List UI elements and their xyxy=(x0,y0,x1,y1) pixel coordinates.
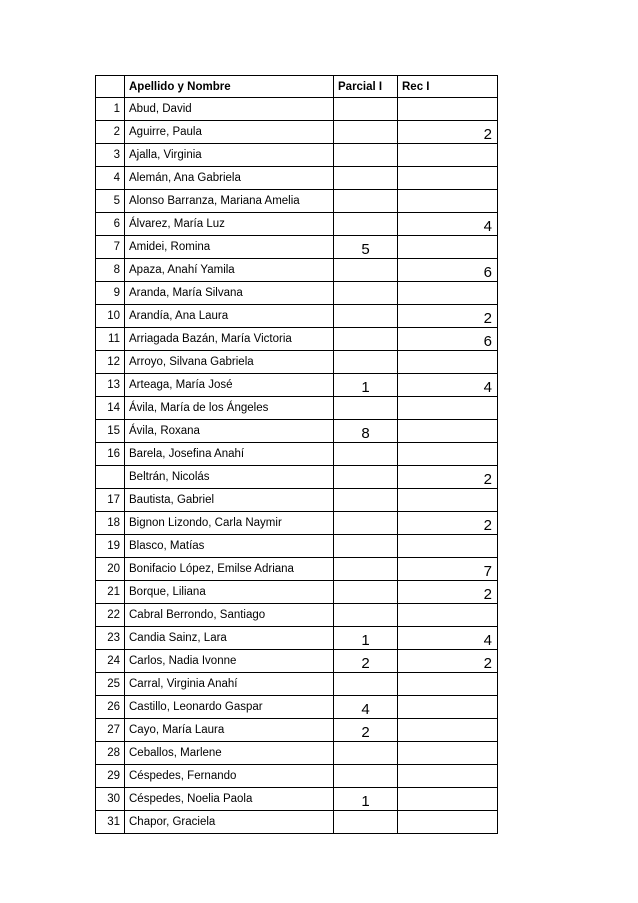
header-parcial: Parcial I xyxy=(334,76,398,98)
table-row xyxy=(96,420,498,443)
rec-grade: 4 xyxy=(398,213,498,236)
student-name: Aguirre, Paula xyxy=(125,121,334,144)
rec-grade: 6 xyxy=(398,259,498,282)
student-name: Álvarez, María Luz xyxy=(125,213,334,236)
parcial-grade xyxy=(334,604,398,627)
parcial-grade xyxy=(334,190,398,213)
parcial-grade xyxy=(334,259,398,282)
parcial-grade: 4 xyxy=(334,696,398,719)
rec-grade xyxy=(398,397,498,420)
table-row xyxy=(96,397,498,420)
rec-grade xyxy=(398,98,498,121)
rec-grade xyxy=(398,765,498,788)
parcial-grade: 1 xyxy=(334,374,398,397)
row-number: 27 xyxy=(96,719,125,742)
parcial-grade xyxy=(334,213,398,236)
row-number: 3 xyxy=(96,144,125,167)
parcial-grade: 1 xyxy=(334,788,398,811)
parcial-grade xyxy=(334,535,398,558)
parcial-grade: 2 xyxy=(334,650,398,673)
student-name: Arriagada Bazán, María Victoria xyxy=(125,328,334,351)
rec-grade: 2 xyxy=(398,650,498,673)
table-row xyxy=(96,604,498,627)
table-row xyxy=(96,650,498,673)
table-row xyxy=(96,581,498,604)
rec-grade xyxy=(398,673,498,696)
table-row xyxy=(96,673,498,696)
row-number: 10 xyxy=(96,305,125,328)
table-row xyxy=(96,374,498,397)
student-name: Cabral Berrondo, Santiago xyxy=(125,604,334,627)
student-name: Bautista, Gabriel xyxy=(125,489,334,512)
rec-grade xyxy=(398,144,498,167)
table-row xyxy=(96,719,498,742)
table-row xyxy=(96,167,498,190)
header-number xyxy=(96,76,125,98)
student-name: Alemán, Ana Gabriela xyxy=(125,167,334,190)
rec-grade: 4 xyxy=(398,374,498,397)
student-name: Ávila, Roxana xyxy=(125,420,334,443)
rec-grade: 4 xyxy=(398,627,498,650)
parcial-grade: 8 xyxy=(334,420,398,443)
rec-grade xyxy=(398,236,498,259)
row-number: 12 xyxy=(96,351,125,374)
student-name: Cayo, María Laura xyxy=(125,719,334,742)
student-name: Barela, Josefina Anahí xyxy=(125,443,334,466)
table-row xyxy=(96,121,498,144)
row-number: 21 xyxy=(96,581,125,604)
row-number: 29 xyxy=(96,765,125,788)
row-number: 11 xyxy=(96,328,125,351)
student-name: Blasco, Matías xyxy=(125,535,334,558)
row-number: 2 xyxy=(96,121,125,144)
row-number: 25 xyxy=(96,673,125,696)
parcial-grade xyxy=(334,466,398,489)
rec-grade xyxy=(398,351,498,374)
parcial-grade xyxy=(334,351,398,374)
table-row xyxy=(96,351,498,374)
parcial-grade xyxy=(334,489,398,512)
rec-grade: 6 xyxy=(398,328,498,351)
student-name: Chapor, Graciela xyxy=(125,811,334,834)
rec-grade xyxy=(398,282,498,305)
row-number: 20 xyxy=(96,558,125,581)
parcial-grade xyxy=(334,765,398,788)
header-name: Apellido y Nombre xyxy=(125,76,334,98)
row-number: 15 xyxy=(96,420,125,443)
header-rec: Rec I xyxy=(398,76,498,98)
student-name: Aranda, María Silvana xyxy=(125,282,334,305)
rec-grade xyxy=(398,719,498,742)
student-name: Beltrán, Nicolás xyxy=(125,466,334,489)
student-name: Carlos, Nadia Ivonne xyxy=(125,650,334,673)
parcial-grade xyxy=(334,98,398,121)
table-row xyxy=(96,98,498,121)
table-row xyxy=(96,236,498,259)
row-number: 7 xyxy=(96,236,125,259)
student-name: Borque, Liliana xyxy=(125,581,334,604)
row-number: 31 xyxy=(96,811,125,834)
row-number: 14 xyxy=(96,397,125,420)
table-row xyxy=(96,305,498,328)
student-name: Bonifacio López, Emilse Adriana xyxy=(125,558,334,581)
table-row xyxy=(96,788,498,811)
parcial-grade xyxy=(334,328,398,351)
table-row xyxy=(96,328,498,351)
student-name: Ávila, María de los Ángeles xyxy=(125,397,334,420)
parcial-grade xyxy=(334,581,398,604)
row-number xyxy=(96,466,125,489)
row-number: 24 xyxy=(96,650,125,673)
parcial-grade xyxy=(334,167,398,190)
student-name: Alonso Barranza, Mariana Amelia xyxy=(125,190,334,213)
table-row xyxy=(96,144,498,167)
header-row xyxy=(96,76,498,98)
table-row xyxy=(96,512,498,535)
rec-grade: 2 xyxy=(398,512,498,535)
table-row xyxy=(96,558,498,581)
parcial-grade: 1 xyxy=(334,627,398,650)
parcial-grade xyxy=(334,811,398,834)
row-number: 9 xyxy=(96,282,125,305)
row-number: 8 xyxy=(96,259,125,282)
parcial-grade xyxy=(334,144,398,167)
rec-grade: 2 xyxy=(398,121,498,144)
row-number: 4 xyxy=(96,167,125,190)
rec-grade xyxy=(398,788,498,811)
row-number: 26 xyxy=(96,696,125,719)
parcial-grade xyxy=(334,512,398,535)
rec-grade xyxy=(398,443,498,466)
grades-table xyxy=(95,75,498,834)
row-number: 28 xyxy=(96,742,125,765)
student-name: Abud, David xyxy=(125,98,334,121)
parcial-grade xyxy=(334,121,398,144)
parcial-grade xyxy=(334,673,398,696)
table-row xyxy=(96,282,498,305)
student-name: Arandía, Ana Laura xyxy=(125,305,334,328)
row-number: 18 xyxy=(96,512,125,535)
parcial-grade xyxy=(334,742,398,765)
student-name: Céspedes, Noelia Paola xyxy=(125,788,334,811)
row-number: 30 xyxy=(96,788,125,811)
rec-grade: 2 xyxy=(398,466,498,489)
table-row xyxy=(96,259,498,282)
row-number: 17 xyxy=(96,489,125,512)
table-row xyxy=(96,489,498,512)
rec-grade xyxy=(398,811,498,834)
row-number: 19 xyxy=(96,535,125,558)
table-row xyxy=(96,811,498,834)
student-name: Ajalla, Virginia xyxy=(125,144,334,167)
row-number: 1 xyxy=(96,98,125,121)
table-row xyxy=(96,466,498,489)
row-number: 23 xyxy=(96,627,125,650)
row-number: 6 xyxy=(96,213,125,236)
rec-grade xyxy=(398,742,498,765)
row-number: 22 xyxy=(96,604,125,627)
student-name: Amidei, Romina xyxy=(125,236,334,259)
parcial-grade: 5 xyxy=(334,236,398,259)
table-row xyxy=(96,765,498,788)
student-name: Carral, Virginia Anahí xyxy=(125,673,334,696)
rec-grade xyxy=(398,420,498,443)
table-row xyxy=(96,742,498,765)
rec-grade xyxy=(398,489,498,512)
table-row xyxy=(96,627,498,650)
rec-grade xyxy=(398,604,498,627)
table-row xyxy=(96,190,498,213)
table-row xyxy=(96,535,498,558)
row-number: 16 xyxy=(96,443,125,466)
parcial-grade: 2 xyxy=(334,719,398,742)
parcial-grade xyxy=(334,282,398,305)
rec-grade: 7 xyxy=(398,558,498,581)
parcial-grade xyxy=(334,305,398,328)
rec-grade: 2 xyxy=(398,581,498,604)
student-name: Arteaga, María José xyxy=(125,374,334,397)
parcial-grade xyxy=(334,558,398,581)
row-number: 5 xyxy=(96,190,125,213)
student-name: Céspedes, Fernando xyxy=(125,765,334,788)
student-name: Apaza, Anahí Yamila xyxy=(125,259,334,282)
rec-grade xyxy=(398,696,498,719)
student-name: Arroyo, Silvana Gabriela xyxy=(125,351,334,374)
row-number: 13 xyxy=(96,374,125,397)
student-name: Bignon Lizondo, Carla Naymir xyxy=(125,512,334,535)
student-name: Candia Sainz, Lara xyxy=(125,627,334,650)
student-name: Castillo, Leonardo Gaspar xyxy=(125,696,334,719)
parcial-grade xyxy=(334,397,398,420)
rec-grade xyxy=(398,167,498,190)
table-row xyxy=(96,213,498,236)
parcial-grade xyxy=(334,443,398,466)
student-name: Ceballos, Marlene xyxy=(125,742,334,765)
table-row xyxy=(96,443,498,466)
rec-grade xyxy=(398,190,498,213)
rec-grade: 2 xyxy=(398,305,498,328)
rec-grade xyxy=(398,535,498,558)
table-row xyxy=(96,696,498,719)
